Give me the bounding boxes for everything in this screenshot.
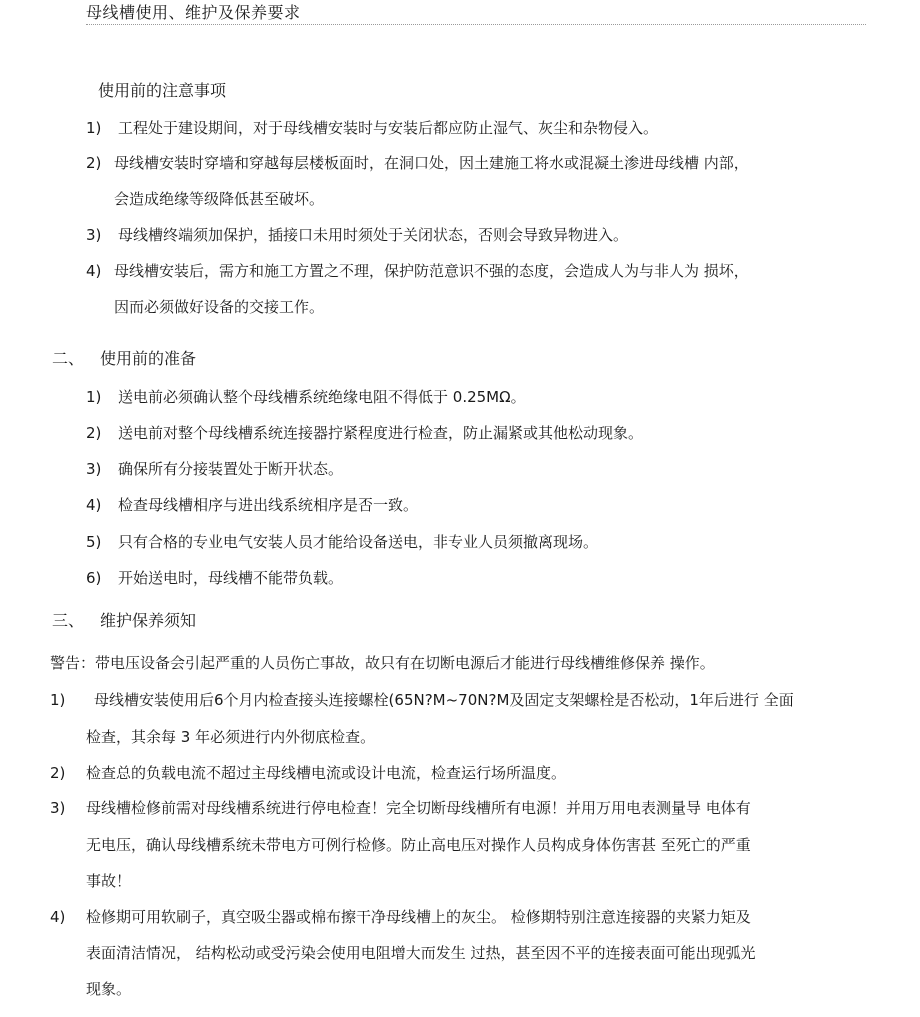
item-text: 只有合格的专业电气安装人员才能给设备送电，非专业人员须撤离现场。 <box>118 533 599 551</box>
section-3-title-text: 维护保养须知 <box>100 611 197 630</box>
item-number: 1) <box>50 691 66 709</box>
item-number: 3) <box>50 799 66 817</box>
section-3-title <box>52 610 196 632</box>
section-1-item-2-continuation: 会造成绝缘等级降低甚至破坏。 <box>114 190 325 208</box>
item-number: 3) <box>86 460 102 478</box>
item-number: 6) <box>86 569 102 587</box>
section-3-item-3-continuation-1: 无电压，确认母线槽系统未带电方可例行检修。防止高电压对操作人员构成身体伤害甚 至死亡的严重 <box>86 836 751 854</box>
item-text: 工程处于建设期间，对于母线槽安装时与安装后都应防止湿气、灰尘和杂物侵入。 <box>118 119 659 137</box>
section-2-title <box>52 348 196 370</box>
item-text: 送电前必须确认整个母线槽系统绝缘电阻不得低于 0.25MΩ。 <box>118 388 526 406</box>
item-number: 2) <box>50 764 66 782</box>
section-1-title-text: 使用前的注意事项 <box>98 81 227 100</box>
section-1-title <box>98 80 226 102</box>
section-2-title-text: 使用前的准备 <box>100 349 197 368</box>
item-text: 检查总的负载电流不超过主母线槽电流或设计电流，检查运行场所温度。 <box>86 764 567 782</box>
page-header <box>86 2 866 25</box>
section-3-item-1-continuation: 检查，其余每 3 年必须进行内外彻底检查。 <box>86 728 376 746</box>
item-number: 2) <box>86 424 102 442</box>
section-3-number: 三、 <box>52 611 85 630</box>
document-title: 母线槽使用、维护及保养要求 <box>86 3 301 22</box>
item-number: 4) <box>50 908 66 926</box>
item-number: 4) <box>86 496 102 514</box>
item-text: 确保所有分接装置处于断开状态。 <box>118 460 344 478</box>
item-number: 1) <box>86 119 102 137</box>
item-text: 母线槽安装使用后6个月内检查接头连接螺栓(65N?M~70N?M及固定支架螺栓是否松动，1年后进行 全面 <box>94 691 794 709</box>
item-text: 母线槽安装后，需方和施工方置之不理，保护防范意识不强的态度，会造成人为与非人为 损坏， <box>114 262 749 280</box>
section-3-item-4-continuation-1: 表面清洁情况， 结构松动或受污染会使用电阻增大而发生 过热，甚至因不平的连接表面可能出现弧光 <box>86 944 756 962</box>
item-number: 2) <box>86 154 102 172</box>
item-text: 送电前对整个母线槽系统连接器拧紧程度进行检查，防止漏紧或其他松动现象。 <box>118 424 644 442</box>
item-number: 4) <box>86 262 102 280</box>
section-1-item-4-continuation: 因而必须做好设备的交接工作。 <box>114 298 325 316</box>
item-text: 检修期可用软刷子，真空吸尘器或棉布擦干净母线槽上的灰尘。 检修期特别注意连接器的夹紧力矩及 <box>86 908 751 926</box>
item-text: 母线槽安装时穿墙和穿越每层楼板面时，在洞口处，因土建施工将水或混凝土渗进母线槽 内部， <box>114 154 749 172</box>
section-2-number: 二、 <box>52 349 85 368</box>
item-text: 检查母线槽相序与进出线系统相序是否一致。 <box>118 496 419 514</box>
item-text: 开始送电时，母线槽不能带负载。 <box>118 569 344 587</box>
item-text: 母线槽终端须加保护，插接口未用时须处于关闭状态，否则会导致异物进入。 <box>118 226 629 244</box>
section-3-item-3-continuation-2: 事故！ <box>86 872 132 890</box>
section-3-item-4-continuation-2: 现象。 <box>86 980 132 998</box>
item-number: 1) <box>86 388 102 406</box>
warning-text: 警告：带电压设备会引起严重的人员伤亡事故，故只有在切断电源后才能进行母线槽维修保养 操作。 <box>50 654 715 672</box>
item-number: 3) <box>86 226 102 244</box>
item-number: 5) <box>86 533 102 551</box>
item-text: 母线槽检修前需对母线槽系统进行停电检查！完全切断母线槽所有电源！并用万用电表测量导 电体有 <box>86 799 751 817</box>
